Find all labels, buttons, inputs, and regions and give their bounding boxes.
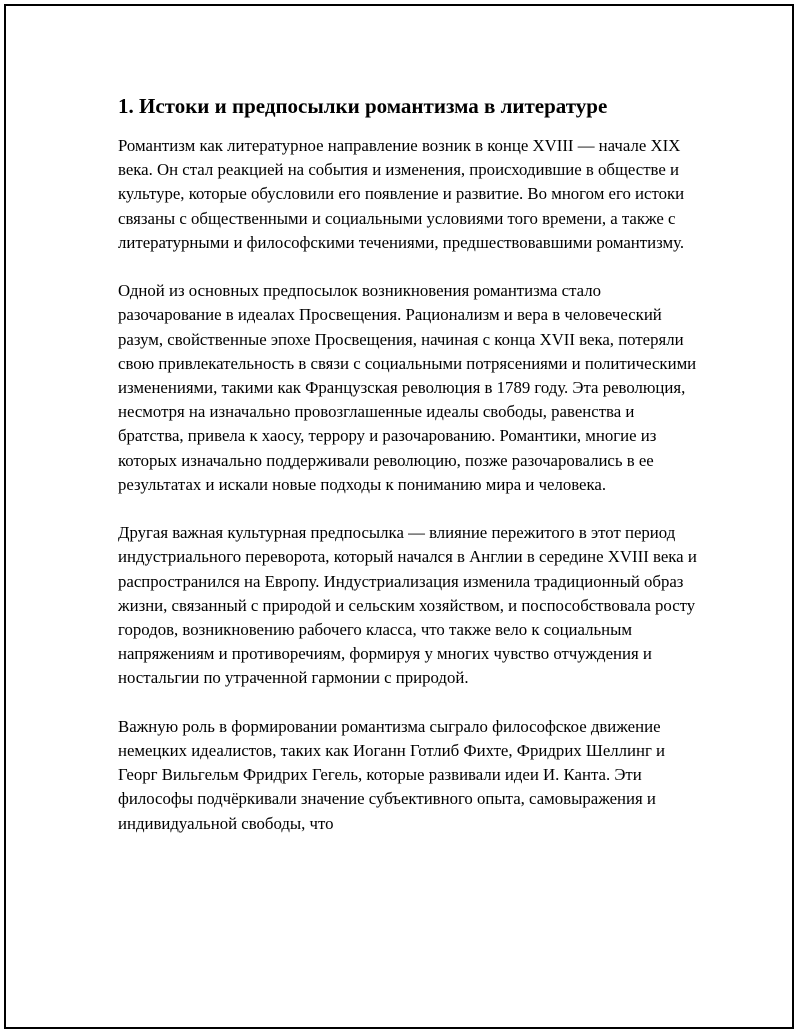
paragraph-3: Другая важная культурная предпосылка — влияние пережитого в этот период индустриального переворота, который начался в Англии в середине XVIII века и распространился на Европу. Индустриализация изменила традиционный образ жизни, связанный с природой и сельским хозяйством, и поспособствовала росту городов, возникновению рабочего класса, что также вело к социальным напряжениям и противоречиям, формируя у многих чувство отчуждения и ностальгии по утраченной гармонии с природой. [118,523,697,688]
paragraph-2: Одной из основных предпосылок возникновения романтизма стало разочарование в идеалах Просвещения. Рационализм и вера в человеческий разум, свойственные эпохе Просвещения, начиная с конца XVII века, потеряли свою привлекательность в связи с социальными потрясениями и политическими изменениями, такими как Французская революция в 1789 году. Эта революция, несмотря на изначально провозглашенные идеалы свободы, равенства и братства, привела к хаосу, террору и разочарованию. Романтики, многие из которых изначально поддерживали революцию, позже разочаровались в ее результатах и искали новые подходы к пониманию мира и человека. [118,281,697,494]
paragraph-4: Важную роль в формировании романтизма сыграло философское движение немецких идеалистов, таких как Иоганн Готлиб Фихте, Фридрих Шеллинг и Георг Вильгельм Фридрих Гегель, которые развивали идеи И. Канта. Эти философы подчёркивали значение субъективного опыта, самовыражения и индивидуальной свободы, что [118,716,666,833]
document-body [118,92,698,860]
section-heading: 1. Истоки и предпосылки романтизма в литературе [118,94,608,118]
paragraph-1: Романтизм как литературное направление возник в конце XVIII — начале XIX века. Он стал реакцией на события и изменения, происходившие в обществе и культуре, которые обусловили его появление и развитие. Во многом его истоки связаны с общественными и социальными условиями того времени, а также с литературными и философскими течениями, предшествовавшими романтизму. [118,136,685,252]
